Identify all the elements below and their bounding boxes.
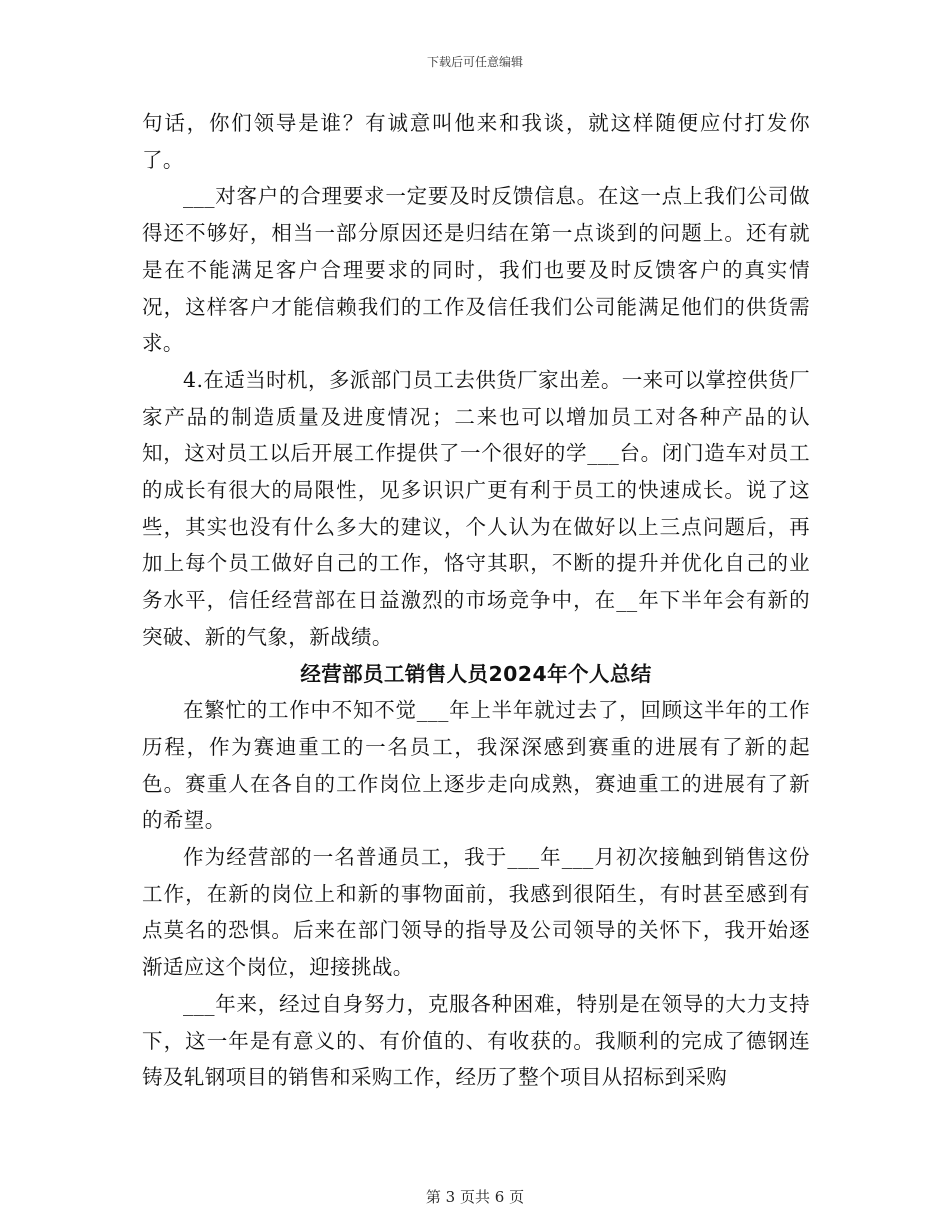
- section-paragraph-3: ___年来，经过自身努力，克服各种困难，特别是在领导的大力支持下，这一年是有意义的、有价值的、有收获的。我顺利的完成了德钢连铸及轧钢项目的销售和采购工作，经历了整个项目从招标到采购: [142, 991, 810, 1090]
- paragraph-3: 4.在适当时机，多派部门员工去供货厂家出差。一来可以掌控供货厂家产品的制造质量及进度情况；二来也可以增加员工对各种产品的认知，这对员工以后开展工作提供了一个很好的学___台。闭门造车对员工的成长有很大的局限性，见多识识广更有利于员工的快速成长。说了这些，其实也没有什么多大的建议，个人认为在做好以上三点问题后，再加上每个员工做好自己的工作，恪守其职，不断的提升并优化自己的业务水平，信任经营部在日益激烈的市场竞争中，在__年下半年会有新的突破、新的气象，新战绩。: [142, 367, 810, 649]
- paragraph-1: 句话，你们领导是谁？有诚意叫他来和我谈，就这样随便应付打发你了。: [142, 111, 810, 172]
- section-title: 经营部员工销售人员2024年个人总结: [300, 661, 652, 686]
- page-footer: 第 3 页共 6 页: [425, 1188, 525, 1206]
- paragraph-2: ___对客户的合理要求一定要及时反馈信息。在这一点上我们公司做得还不够好，相当一部分原因还是归结在第一点谈到的问题上。还有就是在不能满足客户合理要求的同时，我们也要及时反馈客户的真实情况，这样客户才能信赖我们的工作及信任我们公司能满足他们的供货需求。: [142, 184, 810, 356]
- page-header: 下载后可任意编辑: [426, 55, 523, 69]
- section-paragraph-1: 在繁忙的工作中不知不觉___年上半年就过去了，回顾这半年的工作历程，作为赛迪重工的一名员工，我深深感到赛重的进展有了新的起色。赛重人在各自的工作岗位上逐步走向成熟，赛迪重工的进展有了新的希望。: [142, 698, 810, 833]
- section-paragraph-2: 作为经营部的一名普通员工，我于___年___月初次接触到销售这份工作，在新的岗位上和新的事物面前，我感到很陌生，有时甚至感到有点莫名的恐惧。后来在部门领导的指导及公司领导的关怀下，我开始逐渐适应这个岗位，迎接挑战。: [142, 845, 810, 980]
- document-body: [142, 105, 810, 1096]
